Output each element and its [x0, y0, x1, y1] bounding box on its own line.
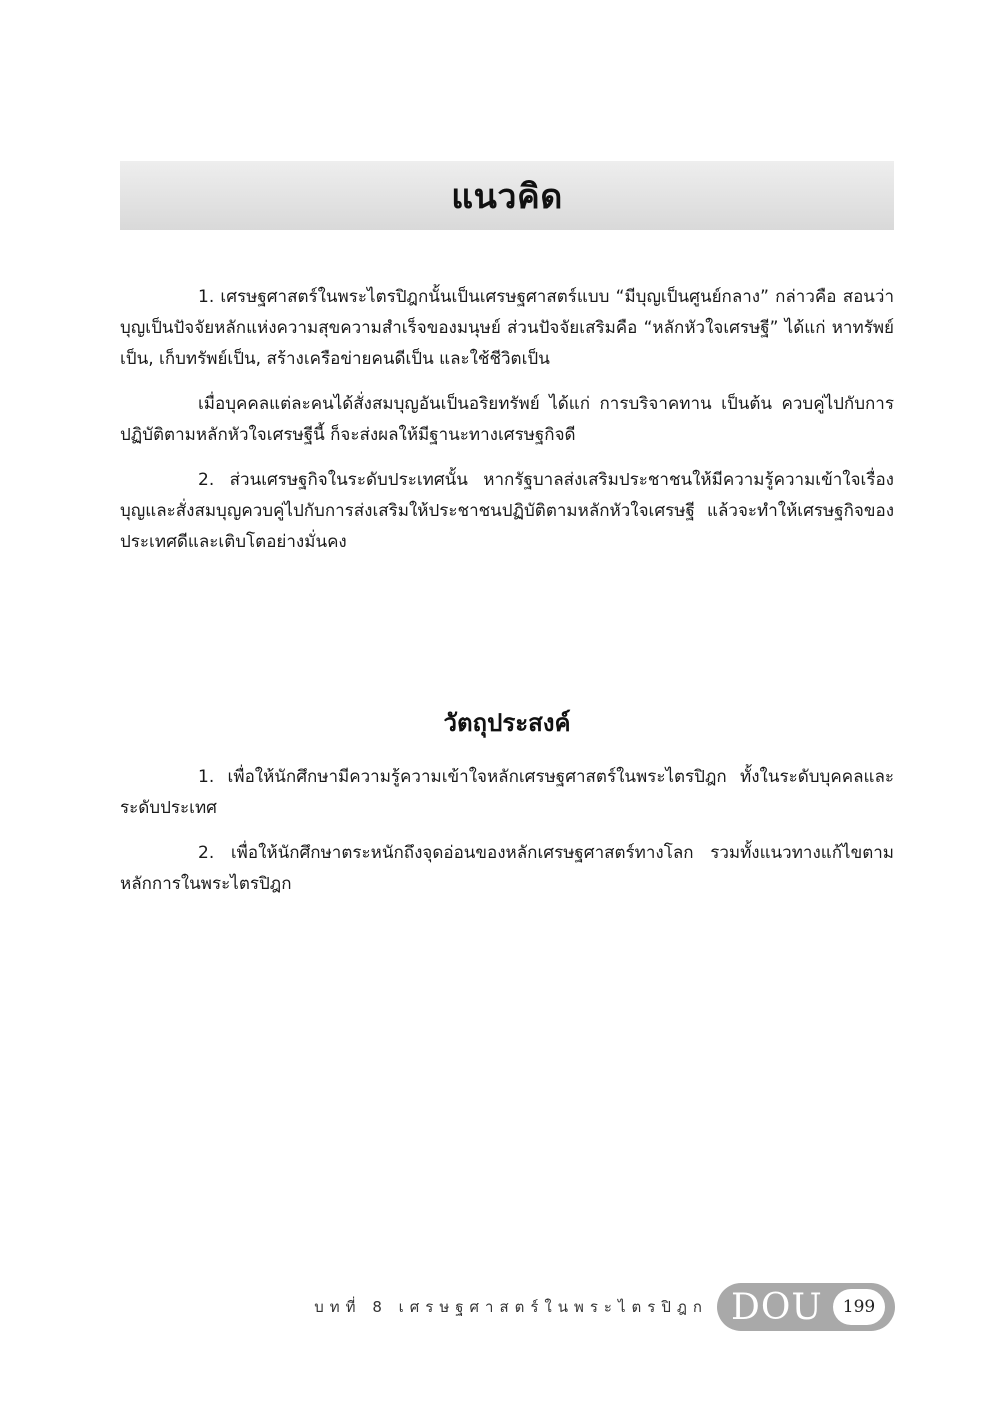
concept-paragraph-1: 1. เศรษฐศาสตร์ในพระไตรปิฎกนั้นเป็นเศรษฐศาสตร์แบบ “มีบุญเป็นศูนย์กลาง” กล่าวคือ สอนว่าบุญเป็นปัจจัยหลักแห่งความสุขความสำเร็จของมนุษย์ ส่วนปัจจัยเสริมคือ “หลักหัวใจเศรษฐี” ได้แก่ หาทรัพย์เป็น, เก็บทรัพย์เป็น, สร้างเครือข่ายคนดีเป็น และใช้ชีวิตเป็น: [120, 287, 894, 369]
objectives-content: [120, 762, 894, 914]
page-number-badge: [833, 1289, 885, 1325]
concepts-content: [120, 282, 894, 572]
footer-badge: [717, 1283, 895, 1331]
objective-paragraph-1: 1. เพื่อให้นักศึกษามีความรู้ความเข้าใจหลักเศรษฐศาสตร์ในพระไตรปิฎก ทั้งในระดับบุคคลและระดับประเทศ: [120, 767, 894, 818]
objective-paragraph-2: 2. เพื่อให้นักศึกษาตระหนักถึงจุดอ่อนของหลักเศรษฐศาสตร์ทางโลก รวมทั้งแนวทางแก้ไขตามหลักการในพระไตรปิฎก: [120, 843, 894, 894]
page-number: 199: [842, 1297, 876, 1317]
section-banner: [120, 161, 894, 230]
dou-logo: DOU: [731, 1287, 823, 1328]
concept-paragraph-3: 2. ส่วนเศรษฐกิจในระดับประเทศนั้น หากรัฐบาลส่งเสริมประชาชนให้มีความรู้ความเข้าใจเรื่องบุญและสั่งสมบุญควบคู่ไปกับการส่งเสริมให้ประชาชนปฏิบัติตามหลักหัวใจเศรษฐี แล้วจะทำให้เศรษฐกิจของประเทศดีและเติบโตอย่างมั่นคง: [120, 470, 894, 552]
footer-chapter-text: บทที่ 8 เศรษฐศาสตร์ในพระไตรปิฎก: [314, 1298, 708, 1316]
concept-paragraph-2: เมื่อบุคคลแต่ละคนได้สั่งสมบุญอันเป็นอริยทรัพย์ ได้แก่ การบริจาคทาน เป็นต้น ควบคู่ไปกับการปฏิบัติตามหลักหัวใจเศรษฐีนี้ ก็จะส่งผลให้มีฐานะทางเศรษฐกิจดี: [120, 394, 894, 445]
objectives-heading: วัตถุประสงค์: [443, 709, 571, 737]
page-footer: [0, 1283, 1000, 1331]
page-title: แนวคิด: [451, 176, 563, 217]
